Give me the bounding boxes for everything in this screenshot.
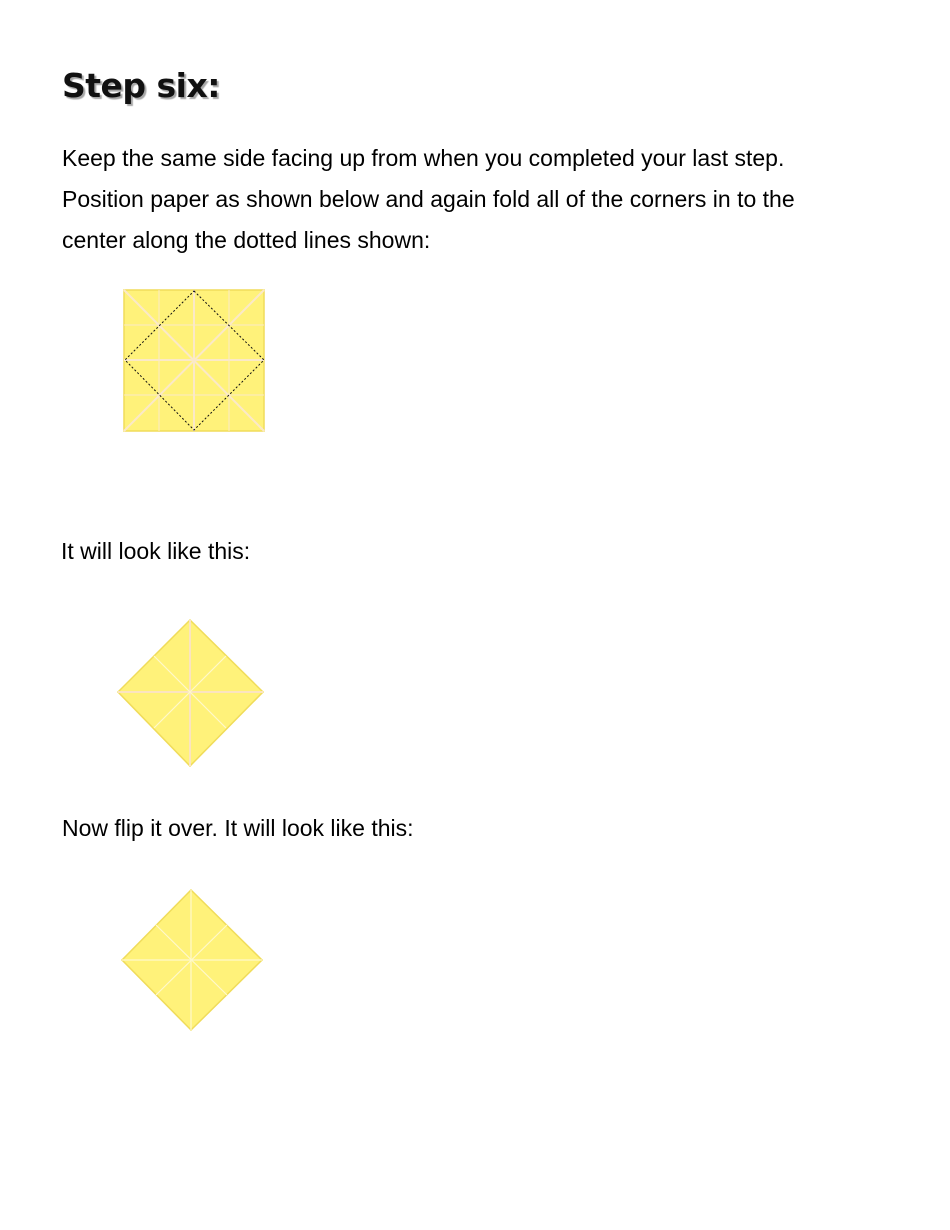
- folded-diamond-front-figure: [116, 618, 266, 770]
- caption-result: It will look like this:: [61, 538, 251, 564]
- instruction-line: center along the dotted lines shown:: [62, 227, 431, 253]
- square-paper-figure: [122, 288, 268, 434]
- instruction-line: Position paper as shown below and again fold all of the corners in to the: [62, 186, 795, 212]
- caption-flip: Now flip it over. It will look like this:: [62, 815, 414, 841]
- page-title: Step six:: [62, 66, 220, 105]
- instruction-line: Keep the same side facing up from when you completed your last step.: [62, 145, 785, 171]
- instructions-paragraph: [62, 138, 902, 261]
- folded-diamond-back-figure: [120, 888, 266, 1034]
- crease-lines: [124, 290, 264, 431]
